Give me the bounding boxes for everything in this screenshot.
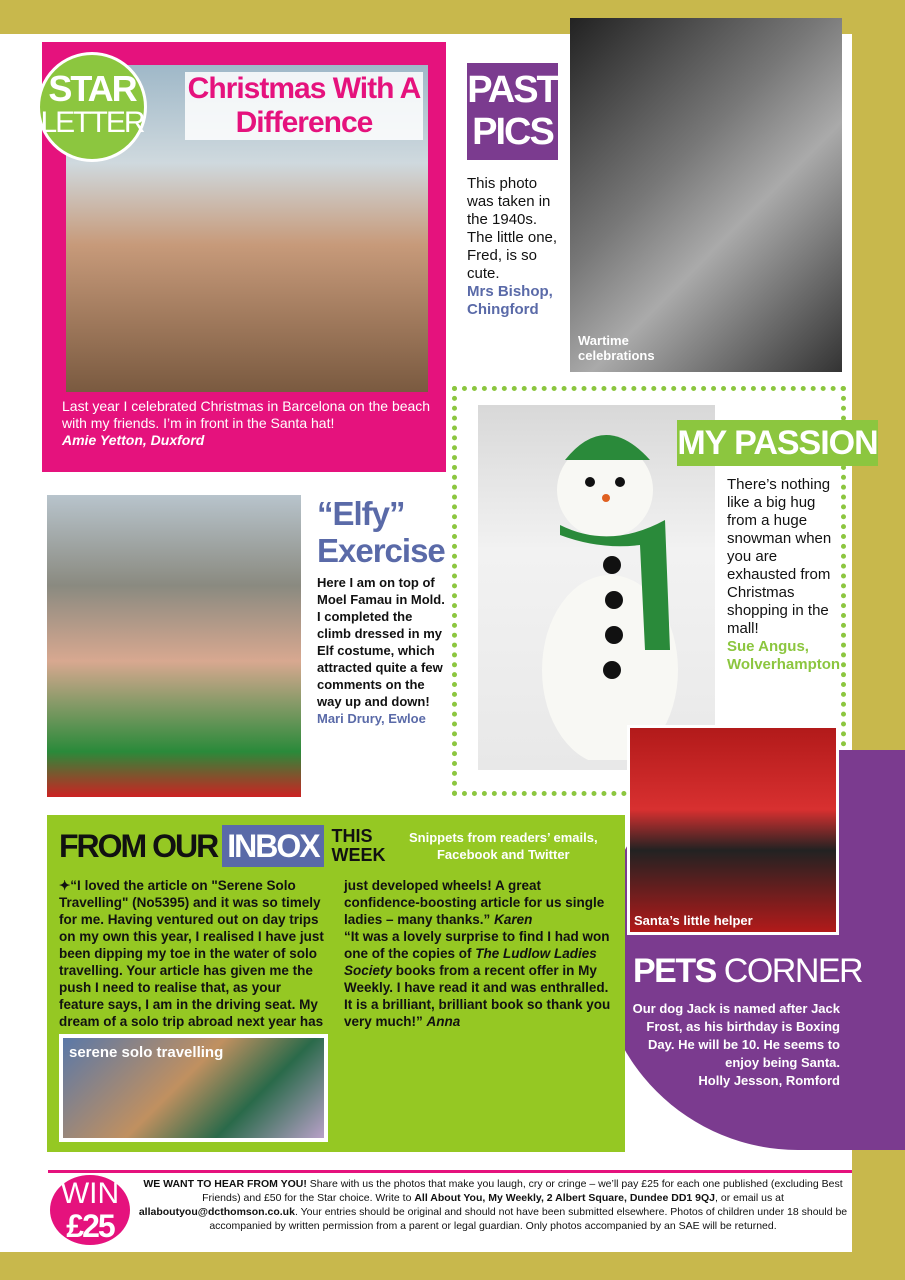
inbox-header (59, 825, 613, 867)
inbox-letter-2: just developed wheels! A great confidence-boosting article for us single ladies – many thanks.” (344, 878, 605, 927)
footer-lead: WE WANT TO HEAR FROM YOU! (143, 1178, 307, 1190)
article-thumbnail-title: serene solo travelling (63, 1038, 324, 1138)
inbox-panel (47, 815, 625, 1152)
badge-star: STAR (48, 68, 136, 109)
win-text: WIN (60, 1177, 120, 1210)
inbox-tag: INBOX (222, 825, 323, 867)
footer-text: Share with us the photos that make you laugh, cry or cringe – we’ll pay £25 for each one published (excluding Best Friends) and £50 for the Star choice. Write to (202, 1178, 843, 1204)
byline: Mari Drury, Ewloe (317, 711, 426, 726)
byline: Mrs Bishop, Chingford (467, 283, 553, 318)
dog-santa-photo (627, 725, 839, 935)
star-letter-caption (62, 398, 440, 449)
my-passion-label: MY PASSION (677, 420, 878, 466)
body-text: Here I am on top of Moel Famau in Mold. I completed the climb dressed in my Elf costume, which attracted quite a few comments on the way up and down! (317, 575, 445, 709)
body-text: There’s nothing like a big hug from a huge snowman when you are exhausted from Christmas shopping in the mall! (727, 476, 832, 637)
caption-text: Last year I celebrated Christmas in Barcelona on the beach with my friends. I’m in front in the Santa hat! (62, 398, 431, 431)
body-text: Our dog Jack is named after Jack Frost, as his birthday is Boxing Day. He will be 10. He seems to enjoy being Santa. (632, 1001, 840, 1070)
inbox-letter-2-more: “It was a lovely surprise to find I had won one of the copies of (344, 929, 610, 961)
title-bold: PETS (633, 952, 716, 990)
inbox-letter-2-cont: books from a recent offer in My Weekly. I have read it and was enthralled. It is a brilliant, brilliant book so thank you very much!” (344, 963, 611, 1029)
prize-text: £25 (66, 1208, 114, 1244)
footer-text: , or email us at (715, 1192, 784, 1204)
week-text: WEEK (331, 845, 386, 865)
inbox-heading (59, 825, 324, 867)
title-line: Exercise (317, 532, 445, 569)
past-pics-text (467, 175, 565, 319)
postal-address: All About You, My Weekly, 2 Albert Square, Dundee DD1 9QJ (414, 1192, 716, 1204)
submission-info (138, 1177, 848, 1233)
photo-caption: Wartime celebrations (578, 333, 655, 363)
elfy-text (317, 574, 449, 727)
elf-selfie-photo (47, 495, 301, 797)
photo-caption: Santa’s little helper (634, 913, 753, 928)
body-text: This photo was taken in the 1940s. The little one, Fred, is so cute. (467, 175, 558, 282)
signature: Karen (494, 912, 533, 927)
label-line: PICS (472, 111, 553, 153)
title-line: “Elfy” (317, 495, 405, 532)
inbox-letters (59, 877, 613, 1142)
book-title: Society (344, 963, 393, 978)
label-line: PAST (467, 69, 558, 111)
heading-text: FROM OUR (59, 828, 218, 864)
past-pics-label (467, 63, 558, 160)
star-letter-title: Christmas With A Difference (185, 72, 423, 140)
book-title: The Ludlow Ladies (475, 946, 597, 961)
byline: Holly Jesson, Romford (698, 1073, 840, 1088)
footer-text: . Your entries should be original and should not have been submitted elsewhere. Photos of children under 18 should be accompanied by written permission from a parent or legal guardian. Only photos accompanied by an SAE will be returned. (209, 1206, 848, 1232)
byline: Amie Yetton, Duxford (62, 432, 205, 448)
my-passion-text (727, 476, 842, 674)
article-thumbnail (59, 1034, 328, 1142)
elfy-title (317, 495, 445, 569)
byline: Sue Angus, Wolverhampton (727, 638, 841, 673)
email-address[interactable]: allaboutyou@dcthomson.co.uk (138, 1206, 295, 1218)
this-week-label (332, 827, 386, 865)
inbox-subtitle: Snippets from readers’ emails, Facebook and Twitter (408, 830, 598, 862)
snowman-illustration (540, 420, 680, 760)
pets-text (628, 1000, 840, 1090)
title-light: CORNER (723, 952, 863, 990)
this-text: THIS (331, 826, 373, 846)
signature: Anna (426, 1014, 461, 1029)
footer-divider (48, 1170, 852, 1173)
inbox-letter-1-cont: travelling. Your article has given me the push I need to realise that, as your feature says, I am in the driving seat. My dream of a solo trip abroad next year has (59, 963, 324, 1029)
wartime-photo (570, 18, 842, 372)
badge-letter: LETTER (40, 106, 144, 139)
star-letter-badge (37, 52, 147, 162)
pets-corner-title (633, 948, 883, 994)
inbox-letter-1: ✦“I loved the article on "Serene Solo Travelling" (No5395) and it was so timely for me. Having ventured out on day trips on my own this year, I realised I have just been dipping my toe in the water of solo (59, 878, 324, 961)
win-badge (48, 1173, 132, 1247)
